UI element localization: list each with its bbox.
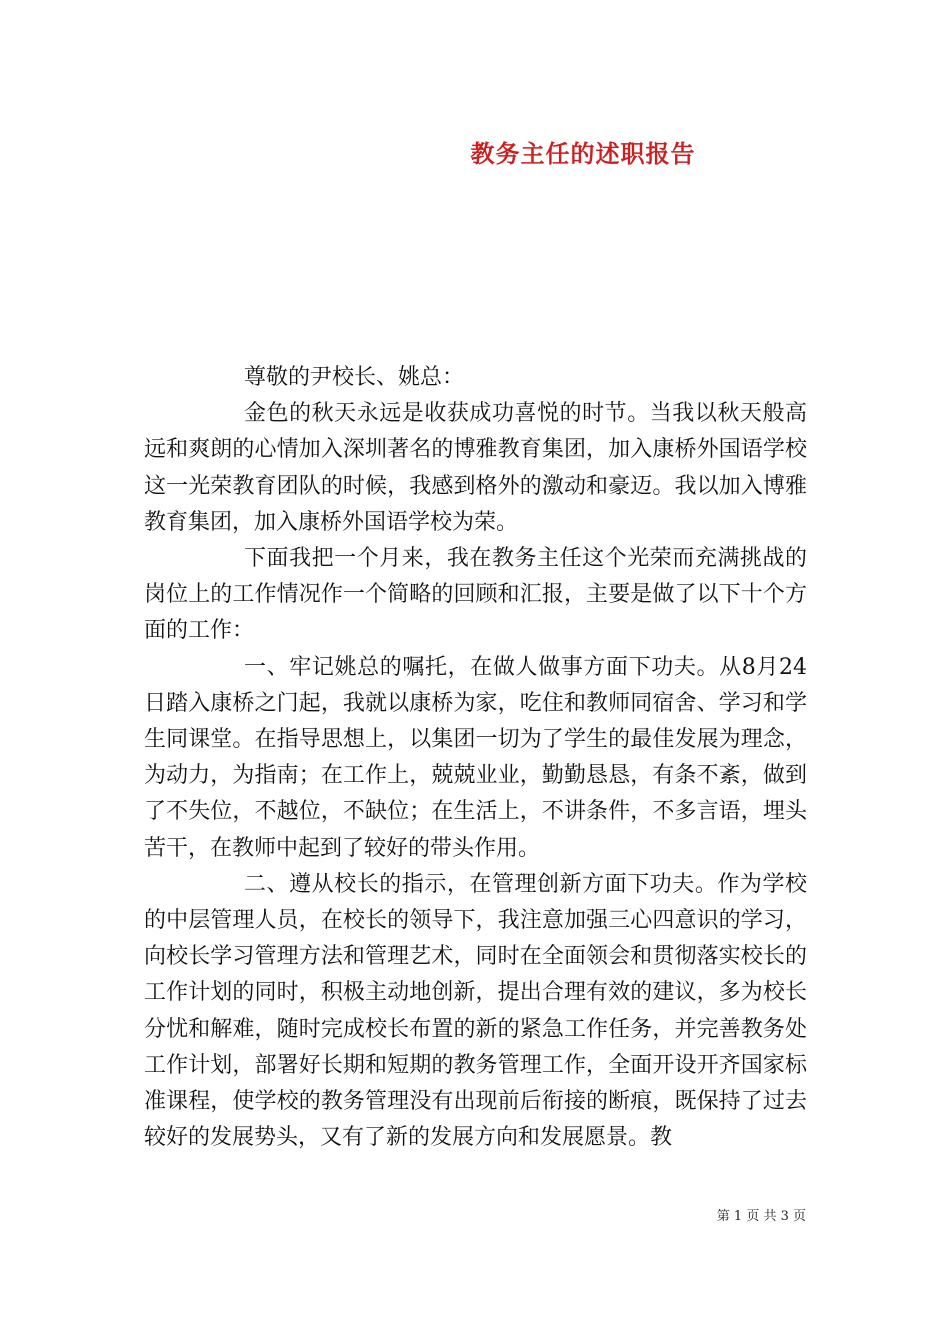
salutation: 尊敬的尹校长、姚总：: [244, 365, 465, 390]
paragraph-opening: 金色的秋天永远是收获成功喜悦的时节。当我以秋天般高远和爽朗的心情加入深圳著名的博雅教育集团，加入康桥外国语学校这一光荣教育团队的时候，我感到格外的激动和豪迈。我以加入博雅教育集团，加入康桥外国语学校为荣。: [144, 401, 807, 535]
paragraph-item-two: 二、遵从校长的指示，在管理创新方面下功夫。作为学校的中层管理人员，在校长的领导下，我注意加强三心四意识的学习，向校长学习管理方法和管理艺术，同时在全面领会和贯彻落实校长的工作计划的同时，积极主动地创新，提出合理有效的建议，多为校长分忧和解难，随时完成校长布置的新的紧急工作任务，并完善教务处工作计划，部署好长期和短期的教务管理工作，全面开设开齐国家标准课程，使学校的教务管理没有出现前后衔接的断痕，既保持了过去较好的发展势头，又有了新的发展方向和发展愿景。教: [144, 871, 807, 1151]
paragraph-overview: 下面我把一个月来，我在教务主任这个光荣而充满挑战的岗位上的工作情况作一个简略的回顾和汇报，主要是做了以下十个方面的工作：: [144, 546, 807, 644]
page-number: 第 1 页 共 3 页: [716, 1209, 806, 1224]
document-body: [144, 360, 807, 1156]
paragraph-item-one: 一、牢记姚总的嘱托，在做人做事方面下功夫。从8月24日踏入康桥之门起，我就以康桥为家，吃住和教师同宿舍、学习和学生同课堂。在指导思想上，以集团一切为了学生的最佳发展为理念，为动力，为指南；在工作上，兢兢业业，勤勤恳恳，有条不紊，做到了不失位，不越位，不缺位；在生活上，不讲条件，不多言语，埋头苦干，在教师中起到了较好的带头作用。: [144, 654, 807, 861]
document-title: 教务主任的述职报告: [470, 139, 696, 168]
